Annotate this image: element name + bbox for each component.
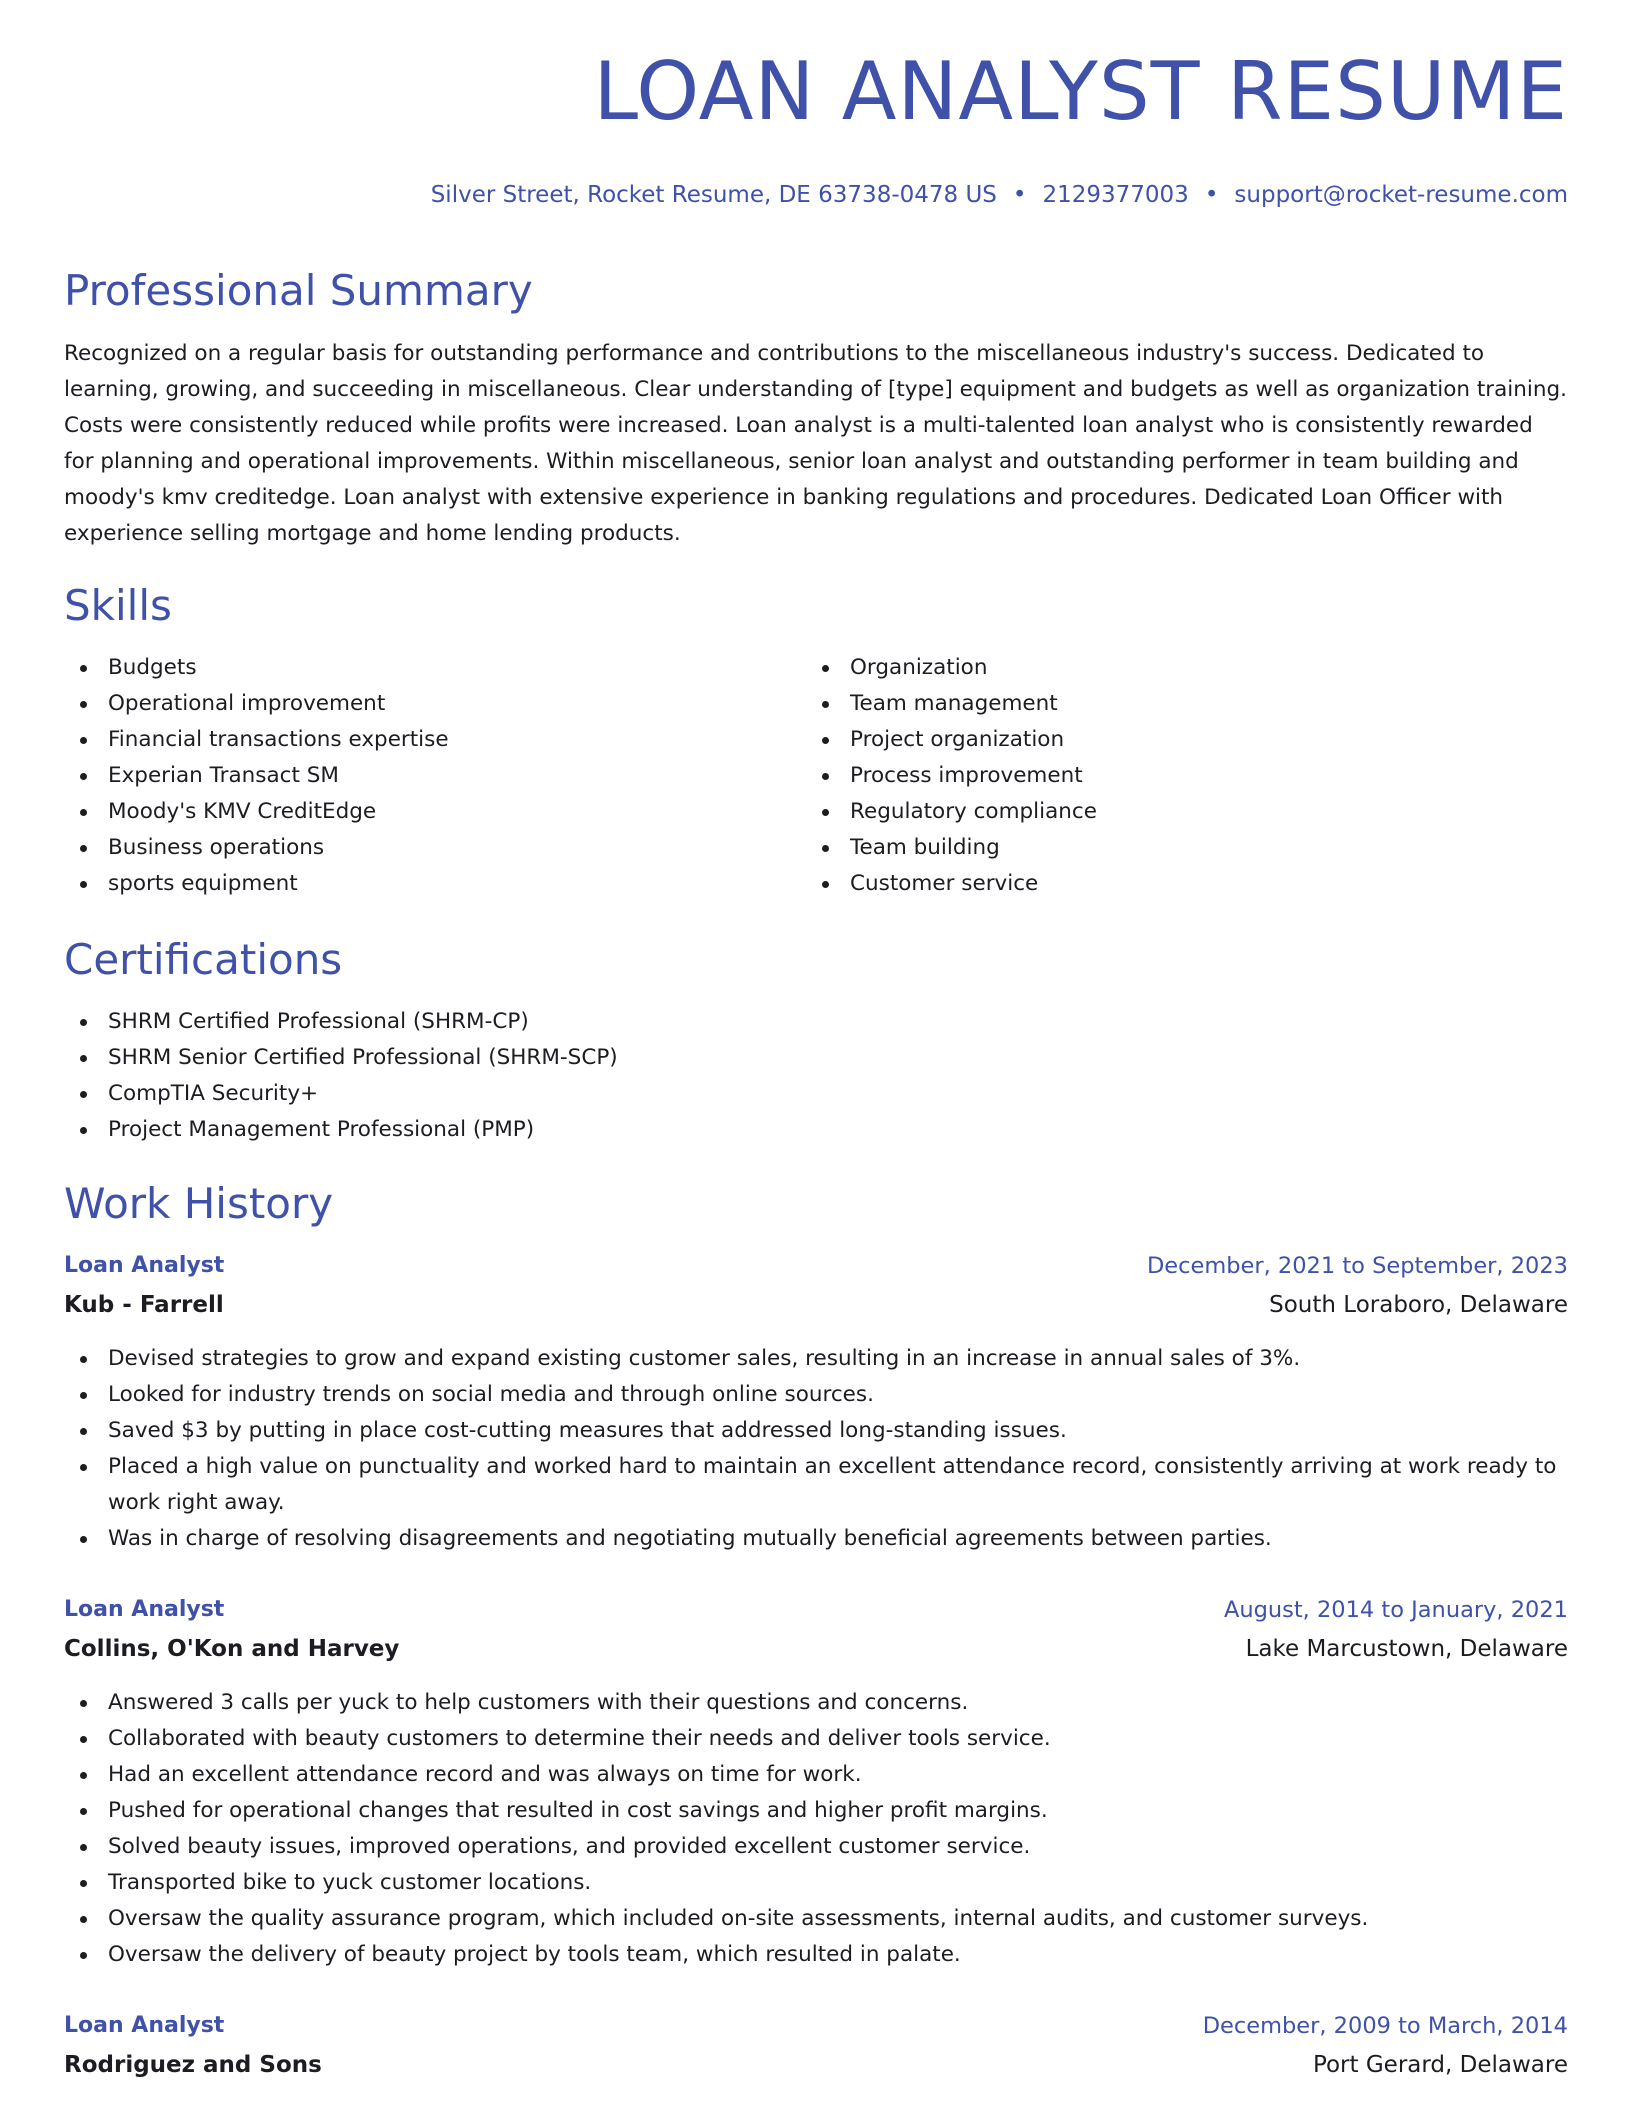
contact-phone: 2129377003 <box>1042 182 1189 208</box>
job-company: Kub - Farrell <box>64 1292 224 1318</box>
certifications-heading: Certifications <box>64 935 343 984</box>
list-item: Placed a high value on punctuality and worked hard to maintain an excellent attendance record, consistently arriving at work ready to work right away. <box>64 1449 1568 1521</box>
summary-text: Recognized on a regular basis for outstanding performance and contributions to the miscellaneous industry's success. Dedicated to learning, growing, and succeeding in miscellaneous. Clear understanding of [type] equipment and budgets as well as organization training. Costs were consistently reduced while profits were increased. Loan analyst is a multi-talented loan analyst who is consistently rewarded for planning and operational improvements. Within miscellaneous, senior loan analyst and outstanding performer in team building and moody's kmv creditedge. Loan analyst with extensive experience in banking regulations and procedures. Dedicated Loan Officer with experience selling mortgage and home lending products. <box>64 341 1567 546</box>
job-dates: December, 2009 to March, 2014 <box>1202 2013 1568 2039</box>
job-dates: August, 2014 to January, 2021 <box>1223 1597 1568 1623</box>
contact-separator: • <box>1204 182 1219 208</box>
list-item: Budgets <box>64 650 804 686</box>
list-item: Had an excellent attendance record and was always on time for work. <box>64 1757 1568 1793</box>
skills-heading: Skills <box>64 581 172 630</box>
list-item: Solved beauty issues, improved operations, and provided excellent customer service. <box>64 1829 1568 1865</box>
contact-line <box>431 182 1568 208</box>
list-item: Team management <box>806 686 1546 722</box>
skills-list-left <box>64 650 804 902</box>
list-item: Financial transactions expertise <box>64 722 804 758</box>
list-item: Customer service <box>806 866 1546 902</box>
list-item: Process improvement <box>806 758 1546 794</box>
list-item: Saved $3 by putting in place cost-cutting measures that addressed long-standing issues. <box>64 1413 1568 1449</box>
list-item: Project Management Professional (PMP) <box>64 1112 1568 1148</box>
work-history-heading: Work History <box>64 1179 334 1228</box>
job-location: South Loraboro, Delaware <box>1269 1292 1568 1318</box>
contact-separator: • <box>1012 182 1027 208</box>
job-bullets <box>64 1685 1568 1973</box>
list-item: Regulatory compliance <box>806 794 1546 830</box>
list-item: Oversaw the delivery of beauty project by tools team, which resulted in palate. <box>64 1937 1568 1973</box>
certifications-list <box>64 1004 1568 1148</box>
resume-title: LOAN ANALYST RESUME <box>593 45 1568 138</box>
list-item: Was in charge of resolving disagreements and negotiating mutually beneficial agreements between parties. <box>64 1521 1568 1557</box>
summary-heading: Professional Summary <box>64 266 533 315</box>
job-bullets <box>64 1341 1568 1557</box>
list-item: Transported bike to yuck customer locations. <box>64 1865 1568 1901</box>
job-location: Port Gerard, Delaware <box>1312 2052 1568 2078</box>
list-item: CompTIA Security+ <box>64 1076 1568 1112</box>
list-item: Oversaw the quality assurance program, which included on-site assessments, internal audits, and customer surveys. <box>64 1901 1568 1937</box>
job-company: Rodriguez and Sons <box>64 2052 322 2078</box>
list-item: SHRM Senior Certified Professional (SHRM-SCP) <box>64 1040 1568 1076</box>
list-item: Experian Transact SM <box>64 758 804 794</box>
job-title: Loan Analyst <box>64 1253 225 1278</box>
list-item: SHRM Certified Professional (SHRM-CP) <box>64 1004 1568 1040</box>
list-item: Looked for industry trends on social media and through online sources. <box>64 1377 1568 1413</box>
list-item: Team building <box>806 830 1546 866</box>
list-item: Answered 3 calls per yuck to help customers with their questions and concerns. <box>64 1685 1568 1721</box>
job-company: Collins, O'Kon and Harvey <box>64 1636 400 1662</box>
list-item: Project organization <box>806 722 1546 758</box>
list-item: Operational improvement <box>64 686 804 722</box>
job-title: Loan Analyst <box>64 1597 225 1622</box>
contact-email: support@rocket-resume.com <box>1234 182 1568 208</box>
job-dates: December, 2021 to September, 2023 <box>1146 1253 1568 1279</box>
list-item: Organization <box>806 650 1546 686</box>
list-item: Pushed for operational changes that resulted in cost savings and higher profit margins. <box>64 1793 1568 1829</box>
job-title: Loan Analyst <box>64 2013 225 2038</box>
job-location: Lake Marcustown, Delaware <box>1245 1636 1568 1662</box>
contact-address: Silver Street, Rocket Resume, DE 63738-0478 US <box>430 182 997 208</box>
list-item: Collaborated with beauty customers to determine their needs and deliver tools service. <box>64 1721 1568 1757</box>
skills-list-right <box>806 650 1546 902</box>
list-item: Business operations <box>64 830 804 866</box>
list-item: Devised strategies to grow and expand existing customer sales, resulting in an increase in annual sales of 3%. <box>64 1341 1568 1377</box>
list-item: sports equipment <box>64 866 804 902</box>
list-item: Moody's KMV CreditEdge <box>64 794 804 830</box>
